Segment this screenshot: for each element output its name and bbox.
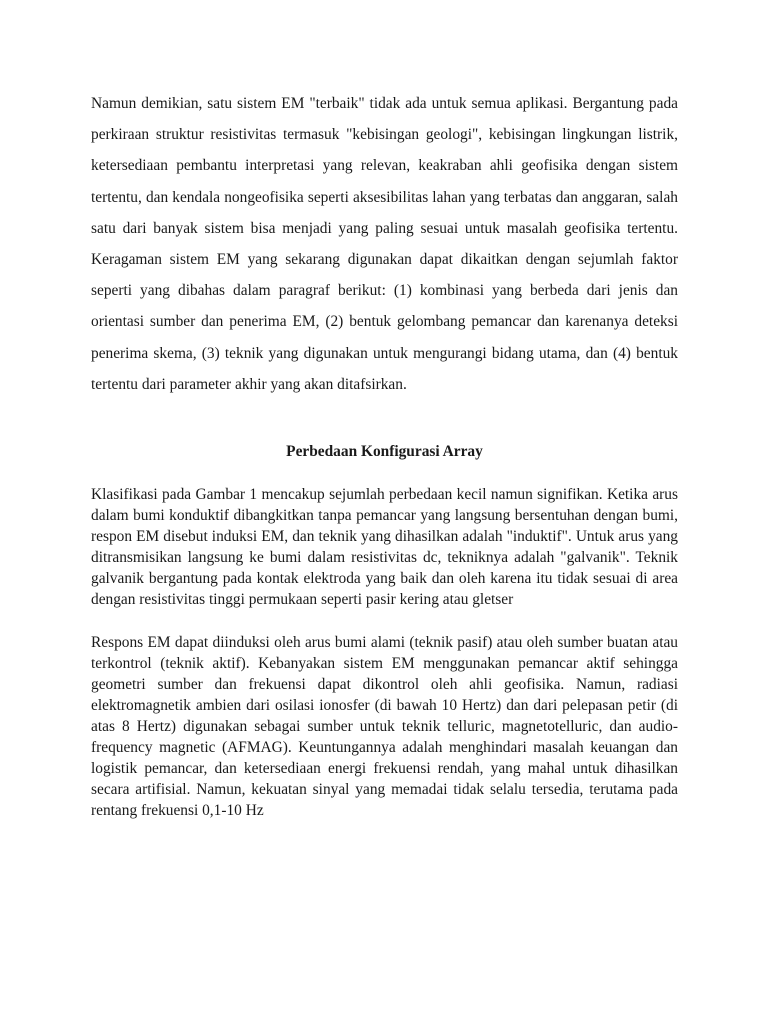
paragraph-em-response: Respons EM dapat diinduksi oleh arus bumi alami (teknik pasif) atau oleh sumber buatan atau terkontrol (teknik aktif). Kebanyakan sistem EM menggunakan pemancar aktif sehingga geometri sumber dan frekuensi dapat dikontrol oleh ahli geofisika. Namun, radiasi elektromagnetik ambien dari osilasi ionosfer (di bawah 10 Hertz) dan dari pelepasan petir (di atas 8 Hertz) digunakan sebagai sumber untuk teknik telluric, magnetotelluric, dan audio-frequency magnetic (AFMAG). Keuntungannya adalah menghindari masalah keuangan dan logistik pemancar, dan ketersediaan energi frekuensi rendah, yang mahal untuk dihasilkan secara artifisial. Namun, kekuatan sinyal yang memadai tidak selalu tersedia, terutama pada rentang frekuensi 0,1-10 Hz — [91, 634, 678, 820]
paragraph-array-config: Klasifikasi pada Gambar 1 mencakup sejumlah perbedaan kecil namun signifikan. Ketika arus dalam bumi konduktif dibangkitkan tanpa pemancar yang langsung bersentuhan dengan bumi, respon EM disebut induksi EM, dan teknik yang dihasilkan adalah "induktif". Untuk arus yang ditransmisikan langsung ke bumi dalam resistivitas dc, tekniknya adalah "galvanik". Teknik galvanik bergantung pada kontak elektroda yang baik dan oleh karena itu tidak sesuai di area dengan resistivitas tinggi permukaan seperti pasir kering atau gletser — [91, 486, 678, 609]
section-heading: Perbedaan Konfigurasi Array — [286, 443, 483, 461]
document-page — [91, 88, 678, 821]
paragraph-intro: Namun demikian, satu sistem EM "terbaik" tidak ada untuk semua aplikasi. Bergantung pada perkiraan struktur resistivitas termasuk "kebisingan geologi", kebisingan lingkungan listrik, ketersediaan pembantu interpretasi yang relevan, keakraban ahli geofisika dengan sistem tertentu, dan kendala nongeofisika seperti aksesibilitas lahan yang terbatas dan anggaran, salah satu dari banyak sistem bisa menjadi yang paling sesuai untuk masalah geofisika tertentu. Keragaman sistem EM yang sekarang digunakan dapat dikaitkan dengan sejumlah faktor seperti yang dibahas dalam paragraf berikut: (1) kombinasi yang berbeda dari jenis dan orientasi sumber dan penerima EM, (2) bentuk gelombang pemancar dan karenanya deteksi penerima skema, (3) teknik yang digunakan untuk mengurangi bidang utama, dan (4) bentuk tertentu dari parameter akhir yang akan ditafsirkan. — [91, 95, 678, 393]
